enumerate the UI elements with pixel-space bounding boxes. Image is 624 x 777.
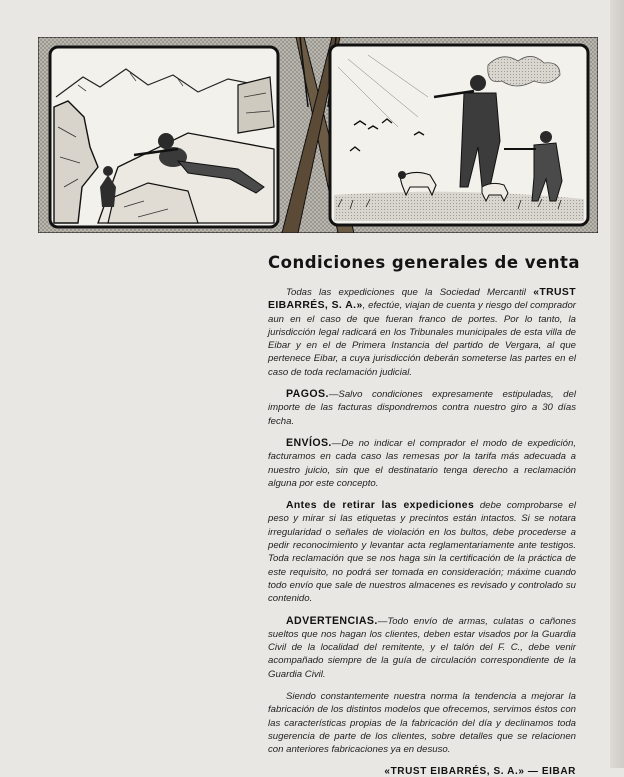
company-name: «TRUST EIBARRÉS, S. A.» — [268, 287, 576, 312]
envios-heading: ENVÍOS. — [286, 436, 332, 449]
closing-paragraph: Siendo constantemente nuestra norma la tendencia a mejorar la fabricación de los distintos modelos que ofrecemos, servimos éstos con las características propias de la fabricación del día y declinamos toda sugerencia de parte de los clientes, sobre detalles que se relacionen con anteriores fabricaciones ya en desuso. — [268, 691, 576, 756]
intro-text-a: Todas las expediciones que la Sociedad Mercantil — [286, 287, 534, 298]
conditions-section — [268, 253, 581, 777]
pagos-heading: PAGOS. — [286, 388, 329, 401]
left-panel-scene — [50, 47, 278, 227]
pagos-paragraph — [268, 388, 576, 428]
advertencias-heading: ADVERTENCIAS. — [286, 614, 378, 627]
pagos-text: —Salvo condiciones expresamente estipuladas, del importe de las facturas dispondremos contra nuestro giro a 30 días fecha. — [268, 389, 576, 427]
retirar-heading: Antes de retirar las expediciones — [286, 500, 475, 512]
page-title: Condiciones generales de venta — [268, 253, 581, 272]
hunting-illustration — [38, 37, 598, 233]
envios-text: —De no indicar el comprador el modo de expedición, facturamos en cada caso las remesas por la tarifa más adecuada a nuestro juicio, sin que el destinatario tenga derecho a reclamación alguna por este concepto. — [268, 437, 576, 489]
right-panel-scene — [330, 45, 588, 225]
signature: «TRUST EIBARRÉS, S. A.» — EIBAR — [384, 765, 576, 777]
envios-paragraph — [268, 437, 576, 490]
retirar-paragraph — [268, 499, 576, 605]
advertencias-text: —Todo envío de armas, culatas o cañones sueltos que nos hagan los clientes, deben estar visados por la Guardia Civil de la localidad del remitente, y el talón del F. C., debe venir acompañado siempre de la guía de circulación correspondiente de la Guardia Civil. — [268, 615, 576, 680]
intro-text-b: , efectúe, viajan de cuenta y riesgo del comprador aun en el caso de que fueran franco de portes. Por lo tanto, la jurisdicción legal radicará en los Tribunales municipales de esta villa de Eibar y en el de Primera Instancia del partido de Vergara, al que pertenece Eibar, a cuya jurisdicción deberán someterse las partes en el caso de toda reclamación judicial. — [268, 300, 576, 378]
page-edge — [610, 0, 624, 768]
retirar-text: debe comprobarse el peso y mirar si las etiquetas y precintos están intactos. Si se notara irregularidad o señales de violación en los bultos, debe procederse a pedir reconocimiento y levantar acta reglamentariamente ante testigos. Toda reclamación que se nos haga sin la certificación de la práctica de este requisito, no podrá ser tomada en consideración; máxime cuando todo envío que sale de nuestros almacenes es revisado y controlado su contenido. — [268, 500, 576, 605]
intro-paragraph — [268, 286, 576, 379]
advertencias-paragraph — [268, 615, 576, 681]
